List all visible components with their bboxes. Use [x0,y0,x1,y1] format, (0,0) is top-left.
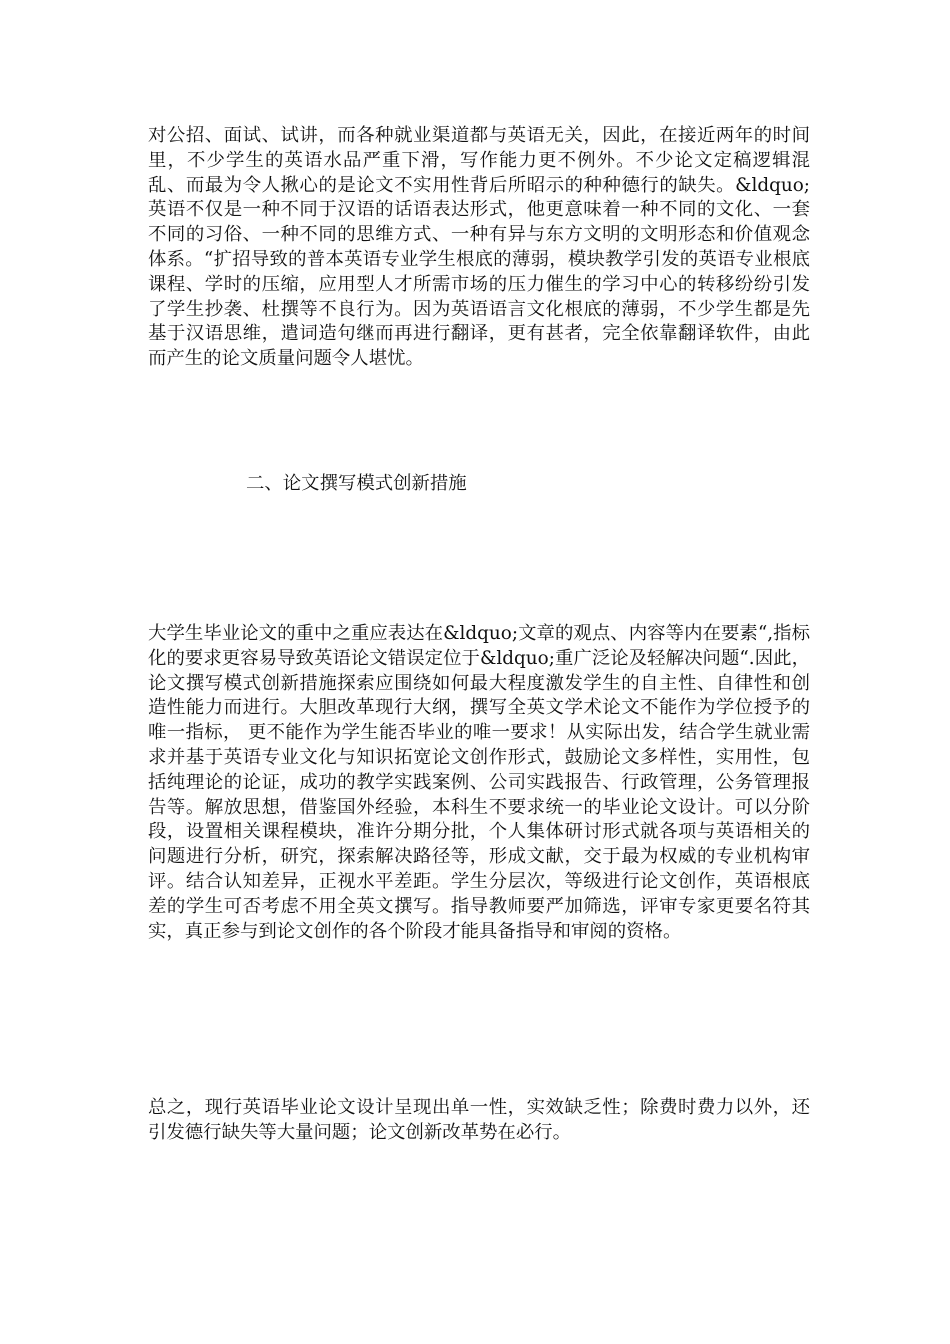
body-paragraph: 总之，现行英语毕业论文设计呈现出单一性，实效缺乏性；除费时费力以外，还引发德行缺失等大量问题；论文创新改革势在必行。 [148,1097,810,1143]
body-paragraph: 对公招、面试、试讲，而各种就业渠道都与英语无关，因此，在接近两年的时间里，不少学生的英语水品严重下滑，写作能力更不例外。不少论文定稿逻辑混乱、而最为令人揪心的是论文不实用性背后所昭示的种种德行的缺失。&ldquo;英语不仅是一种不同于汉语的话语表达形式，他更意味着一种不同的文化、一套不同的习俗、一种不同的思维方式、一种有异与东方文明的文明形态和价值观念体系。“扩招导致的普本英语专业学生根底的薄弱，模块教学引发的英语专业根底课程、学时的压缩，应用型人才所需市场的压力催生的学习中心的转移纷纷引发了学生抄袭、杜撰等不良行为。因为英语语言文化根底的薄弱，不少学生都是先基于汉语思维，遣词造句继而再进行翻译，更有甚者，完全依靠翻译软件，由此而产生的论文质量问题令人堪忧。 [148,125,810,370]
section-heading: 二、论文撰写模式创新措施 [246,473,467,494]
body-paragraph: 大学生毕业论文的重中之重应表达在&ldquo;文章的观点、内容等内在要素“,指标化的要求更容易导致英语论文错误定位于&ldquo;重广泛论及轻解决问题“.因此，论文撰写模式创新措施探索应围绕如何最大程度激发学生的自主性、自律性和创造性能力而进行。大胆改革现行大纲，撰写全英文学术论文不能作为学位授予的唯一指标， 更不能作为学生能否毕业的唯一要求！从实际出发，结合学生就业需求并基于英语专业文化与知识拓宽论文创作形式，鼓励论文多样性，实用性，包括纯理论的论证，成功的教学实践案例、公司实践报告、行政管理，公务管理报告等。解放思想，借鉴国外经验，本科生不要求统一的毕业论文设计。可以分阶段，设置相关课程模块，准许分期分批，个人集体研讨形式就各项与英语相关的问题进行分析，研究，探索解决路径等，形成文献，交于最为权威的专业机构审评。结合认知差异，正视水平差距。学生分层次，等级进行论文创作，英语根底差的学生可否考虑不用全英文撰写。指导教师要严加筛选，评审专家更要名符其实，真正参与到论文创作的各个阶段才能具备指导和审阅的资格。 [148,623,810,942]
